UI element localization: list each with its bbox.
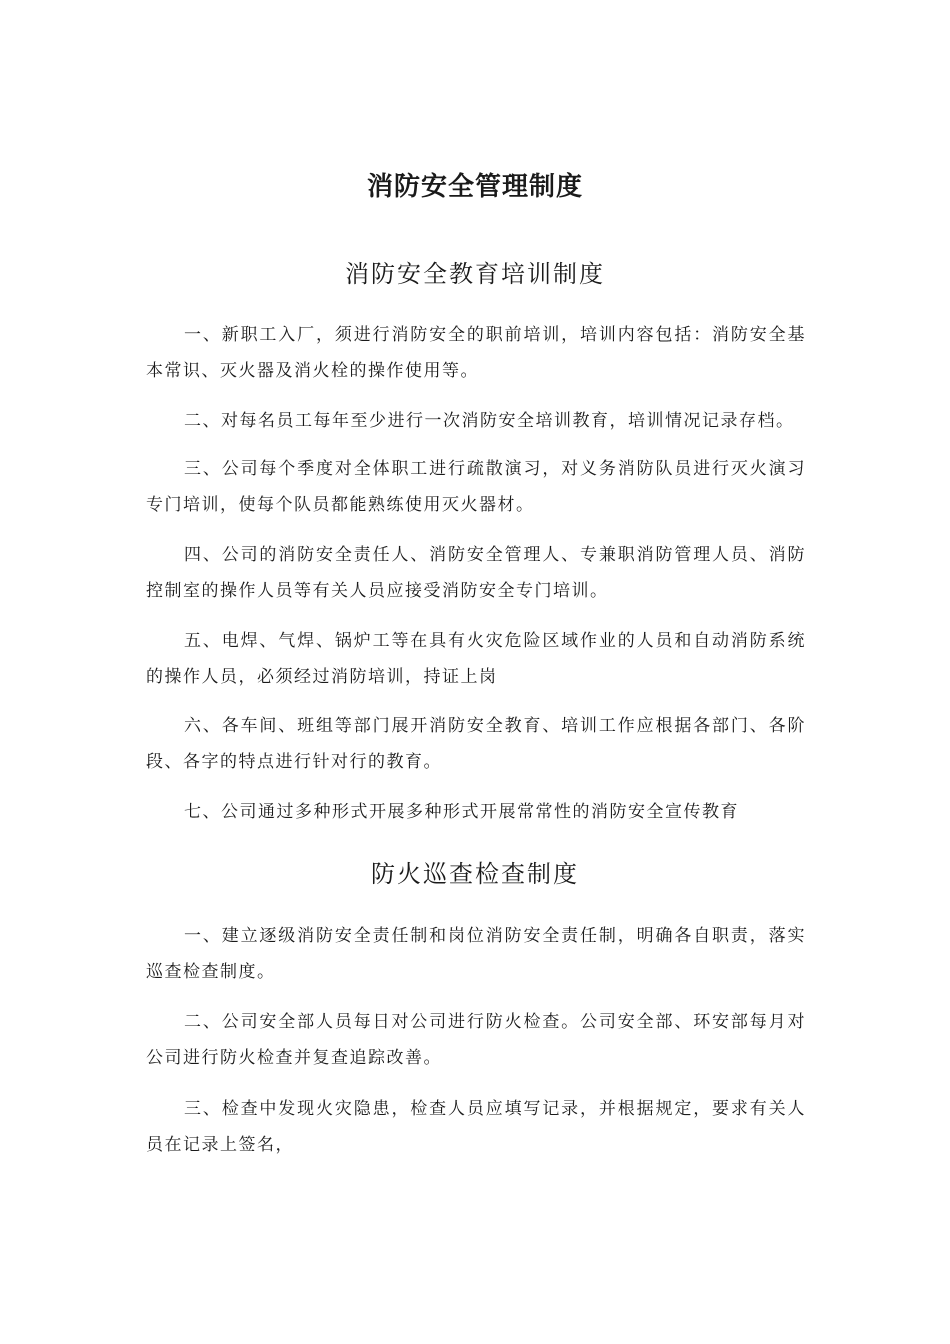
paragraph: 一、建立逐级消防安全责任制和岗位消防安全责任制，明确各自职责，落实巡查检查制度。 xyxy=(146,926,806,982)
paragraph: 一、新职工入厂，须进行消防安全的职前培训，培训内容包括：消防安全基本常识、灭火器及消火栓的操作使用等。 xyxy=(146,325,806,381)
paragraph: 六、各车间、班组等部门展开消防安全教育、培训工作应根据各部门、各阶段、各字的特点进行针对行的教育。 xyxy=(146,716,806,772)
paragraph: 四、公司的消防安全责任人、消防安全管理人、专兼职消防管理人员、消防控制室的操作人员等有关人员应接受消防安全专门培训。 xyxy=(146,545,806,601)
document-title: 消防安全管理制度 xyxy=(366,172,583,202)
section-heading-education-training: 消防安全教育培训制度 xyxy=(345,260,605,288)
paragraph: 二、公司安全部人员每日对公司进行防火检查。公司安全部、环安部每月对公司进行防火检查并复查追踪改善。 xyxy=(146,1012,806,1068)
paragraph: 七、公司通过多种形式开展多种形式开展常常性的消防安全宣传教育 xyxy=(184,802,739,822)
paragraph: 五、电焊、气焊、锅炉工等在具有火灾危险区域作业的人员和自动消防系统的操作人员，必须经过消防培训，持证上岗 xyxy=(146,631,806,687)
section-heading-fire-patrol: 防火巡查检查制度 xyxy=(371,860,579,888)
paragraph: 二、对每名员工每年至少进行一次消防安全培训教育，培训情况记录存档。 xyxy=(184,411,795,431)
paragraph: 三、公司每个季度对全体职工进行疏散演习，对义务消防队员进行灭火演习专门培训，使每个队员都能熟练使用灭火器材。 xyxy=(146,459,806,515)
paragraph: 三、检查中发现火灾隐患，检查人员应填写记录，并根据规定，要求有关人员在记录上签名， xyxy=(146,1099,806,1155)
